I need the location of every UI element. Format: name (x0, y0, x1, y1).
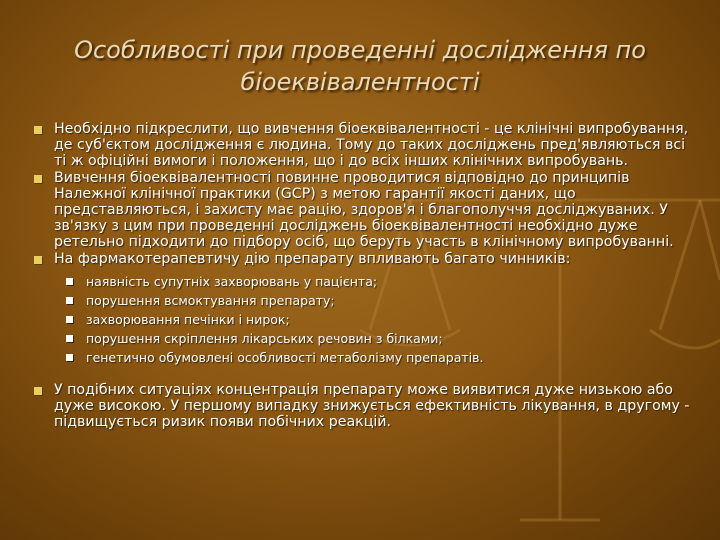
slide-content (34, 122, 696, 433)
bullet-item: На фармакотерапевтичу дію препарату впливають багато чинників: (34, 252, 696, 268)
slide-title: Особливості при проведенні дослідження по біоеквівалентності (74, 36, 646, 96)
sub-bullet-item: порушення всмоктування препарату; (64, 293, 696, 308)
sub-bullet-item: наявність супутніх захворювань у пацієнта; (64, 274, 696, 289)
sub-bullet-item: порушення скріплення лікарських речовин з білками; (64, 331, 696, 346)
bullet-item-final: У подібних ситуаціях концентрація препарату може виявитися дуже низькою або дуже високою. У першому випадку знижується ефективність лікування, в другому - підвищується ризик появи побічних реакцій. (34, 383, 696, 430)
bullet-item: Необхідно підкреслити, що вивчення біоеквівалентності - це клінічні випробування, де суб'єктом дослідження є людина. Тому до таких досліджень пред'являються всі ті ж офіційні вимоги і положення, що і до всіх інших клінічних випробувань. (34, 122, 696, 169)
sub-bullet-item: генетично обумовлені особливості метаболізму препаратів. (64, 350, 696, 365)
bullet-item: Вивчення біоеквівалентності повинне проводитися відповідно до принципів Належної клінічної практики (GCP) з метою гарантії якості даних, що представляються, і захисту має рацію, здоров'я і благополуччя досліджуваних. У зв'язку з цим при проведенні досліджень біоеквівалентності необхідно дуже ретельно підходити до підбору осіб, що беруть участь в клінічному випробуванні. (34, 171, 696, 250)
sub-bullet-item: захворювання печінки і нирок; (64, 312, 696, 327)
